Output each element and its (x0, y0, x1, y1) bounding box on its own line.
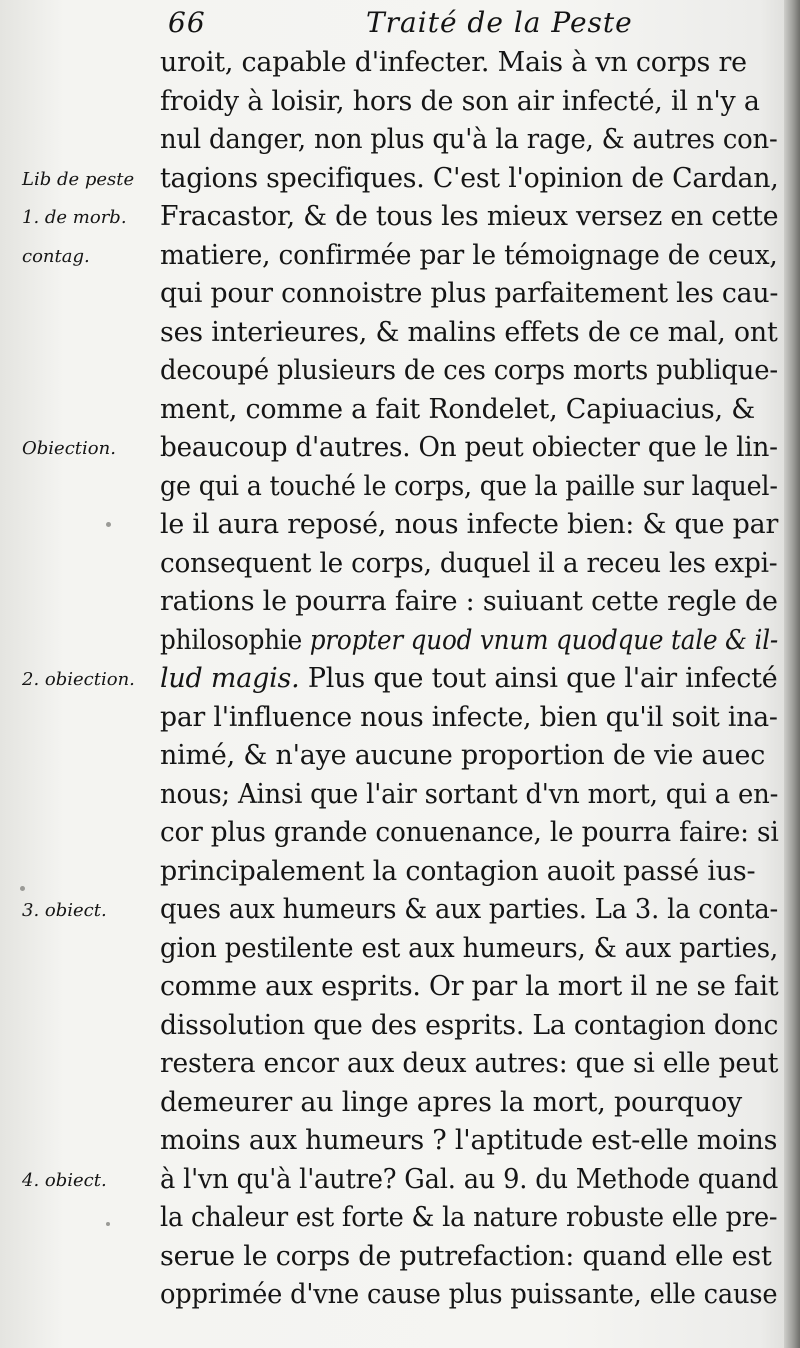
line-text: moins aux humeurs ? l'aptitude est-elle moins (160, 1125, 778, 1156)
text-line (160, 891, 779, 930)
line-text: froidy à loisir, hors de son air infecté, il n'y a (160, 85, 760, 117)
margin-note-contag: contag. (22, 245, 90, 267)
margin-note-2-obiection: 2. obiection. (22, 669, 135, 690)
ink-speck (20, 886, 25, 891)
text-line (160, 776, 779, 815)
line-text: Fracastor, & de tous les mieux versez en cette (160, 201, 779, 232)
margin-note-4-obiect: 4. obiect. (22, 1169, 107, 1191)
line-text: cor plus grande conuenance, le pourra faire: si (160, 817, 779, 848)
line-text: consequent le corps, duquel il a receu les expi- (160, 547, 778, 579)
text-line (160, 160, 779, 199)
text-line (160, 1199, 778, 1238)
line-text: par l'influence nous infecte, bien qu'il soit ina- (160, 701, 778, 733)
line-text: ques aux humeurs & aux parties. La 3. la conta- (160, 894, 779, 925)
line-text: restera encor aux deux autres: que si elle peut (160, 1048, 779, 1079)
text-line (160, 352, 778, 391)
margin-note-lib-de-peste: Lib de peste (22, 168, 135, 190)
line-text: serue le corps de putrefaction: quand elle est (160, 1240, 772, 1272)
page-gutter-shadow (784, 0, 800, 1348)
text-line (160, 699, 778, 738)
line-text: opprimée d'vne cause plus puissante, elle cause (160, 1279, 778, 1310)
body-text (160, 44, 780, 1315)
text-line (160, 237, 778, 276)
ink-speck (106, 1222, 110, 1226)
line-text: beaucoup d'autres. On peut obiecter que le lin- (160, 432, 778, 463)
line-text: rations le pourra faire : suiuant cette regle de (160, 586, 778, 617)
text-line (160, 275, 779, 314)
text-line (160, 545, 778, 584)
line-text: demeurer au linge apres la mort, pourquoy (160, 1086, 743, 1118)
line-text: ge qui a touché le corps, que la paille sur laquel- (160, 470, 778, 502)
text-line (160, 1045, 779, 1084)
page-number: 66 (168, 6, 206, 39)
line-text: le il aura reposé, nous infecte bien: & que par (160, 509, 779, 540)
line-text: Plus que tout ainsi que l'air infecté (299, 663, 778, 694)
line-text: ses interieures, & malins effets de ce mal, ont (160, 316, 778, 348)
line-text: dissolution que des esprits. La contagion donc (160, 1009, 779, 1041)
latin-quotation: lud magis. (160, 663, 300, 694)
text-line (160, 429, 778, 468)
line-text: tagions specifiques. C'est l'opinion de Cardan, (160, 162, 779, 194)
line-text: decoupé plusieurs de ces corps morts publique- (160, 355, 778, 386)
text-line (160, 583, 778, 622)
margin-note-obiection: Obiection. (22, 438, 116, 459)
latin-quotation: propter quod vnum quodque tale & il- (309, 624, 779, 656)
ink-speck (106, 522, 111, 527)
margin-note-de-morb: 1. de morb. (22, 207, 127, 228)
line-text: ment, comme a fait Rondelet, Capiuacius, & (160, 393, 756, 425)
text-line (160, 83, 778, 122)
text-line (160, 1238, 778, 1277)
running-title: Traité de la Peste (366, 6, 633, 39)
text-line (160, 930, 779, 969)
text-line (160, 622, 779, 661)
text-line (160, 1122, 778, 1161)
line-text: principalement la contagion auoit passé ius- (160, 855, 756, 887)
margin-note-3-obiect: 3. obiect. (22, 900, 107, 921)
text-line (160, 968, 779, 1007)
line-text: comme aux esprits. Or par la mort il ne se fait (160, 971, 779, 1002)
text-line (160, 121, 778, 160)
text-line (160, 1007, 779, 1046)
text-line (160, 506, 777, 545)
line-text: nul danger, non plus qu'à la rage, & autres con- (160, 124, 778, 155)
text-line (160, 391, 778, 430)
line-text: matiere, confirmée par le témoignage de ceux, (160, 239, 778, 271)
text-line (160, 468, 778, 507)
text-line (160, 1161, 779, 1200)
line-text: nimé, & n'aye aucune proportion de vie auec (160, 740, 766, 771)
marginalia-column (0, 0, 160, 1348)
text-line (160, 737, 778, 776)
line-text: philosophie (160, 624, 310, 656)
text-line (160, 198, 779, 237)
line-text: qui pour connoistre plus parfaitement les cau- (160, 278, 779, 309)
text-line (160, 814, 779, 853)
text-line (160, 853, 778, 892)
text-line (160, 44, 778, 83)
text-line (160, 660, 778, 699)
line-text: la chaleur est forte & la nature robuste elle pre- (160, 1202, 778, 1233)
line-text: gion pestilente est aux humeurs, & aux parties, (160, 932, 779, 964)
text-line (160, 1084, 778, 1123)
text-line (160, 314, 777, 353)
line-text: uroit, capable d'infecter. Mais à vn corps re (160, 47, 747, 78)
line-text: à l'vn qu'à l'autre? Gal. au 9. du Methode quand (160, 1163, 779, 1195)
text-line (160, 1276, 778, 1315)
line-text: nous; Ainsi que l'air sortant d'vn mort, qui a en- (160, 778, 779, 810)
